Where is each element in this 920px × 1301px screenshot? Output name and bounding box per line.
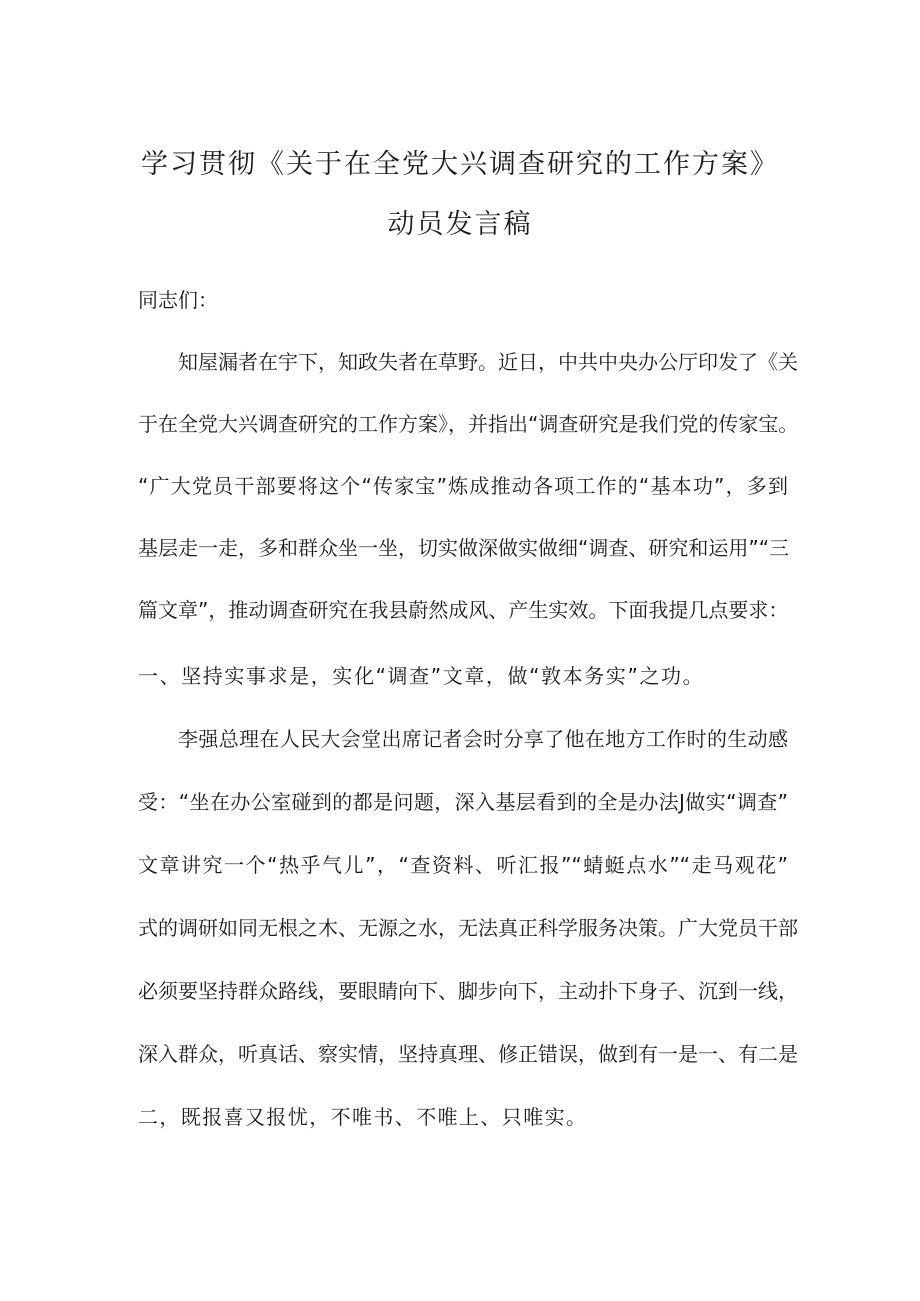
paragraph-line: 必须要坚持群众路线，要眼睛向下、脚步向下，主动扑下身子、沉到一线， [138,979,798,1003]
paragraph-line: 李强总理在人民大会堂出席记者会时分享了他在地方工作时的生动感 [178,727,788,751]
paragraph-line: 基层走一走，多和群众坐一坐，切实做深做实做细“调查、研究和运用”“三 [138,536,790,560]
salutation: 同志们： [138,288,218,312]
section-heading: 一、坚持实事求是，实化“调查”文章，做“敦本务实”之功。 [138,664,705,688]
paragraph-line: 文章讲究一个“热乎气儿”，“查资料、听汇报”“蜻蜓点水”“走马观花” [138,853,788,877]
paragraph-line: 于在全党大兴调查研究的工作方案》，并指出“调查研究是我们党的传家宝。 [138,412,799,436]
paragraph-line: 受：“坐在办公室碰到的都是问题，深入基层看到的全是办法J做实“调查” [138,790,788,814]
document-subtitle: 动员发言稿 [387,209,533,240]
paragraph-line: “广大党员干部要将这个“传家宝”炼成推动各项工作的“基本功”，多到 [138,474,788,498]
paragraph-line: 篇文章”，推动调查研究在我县蔚然成风、产生实效。下面我提几点要求： [138,598,789,622]
paragraph-line: 二，既报喜又报忧，不唯书、不唯上、只唯实。 [138,1105,588,1129]
paragraph-line: 深入群众，听真话、察实情，坚持真理、修正错误，做到有一是一、有二是 [138,1042,798,1066]
paragraph-line: 知屋漏者在宇下，知政失者在草野。近日，中共中央办公厅印发了《关 [178,350,798,374]
document-title: 学习贯彻《关于在全党大兴调查研究的工作方案》 [141,149,779,180]
paragraph-line: 式的调研如同无根之木、无源之水，无法真正科学服务决策。广大党员干部 [138,916,798,940]
